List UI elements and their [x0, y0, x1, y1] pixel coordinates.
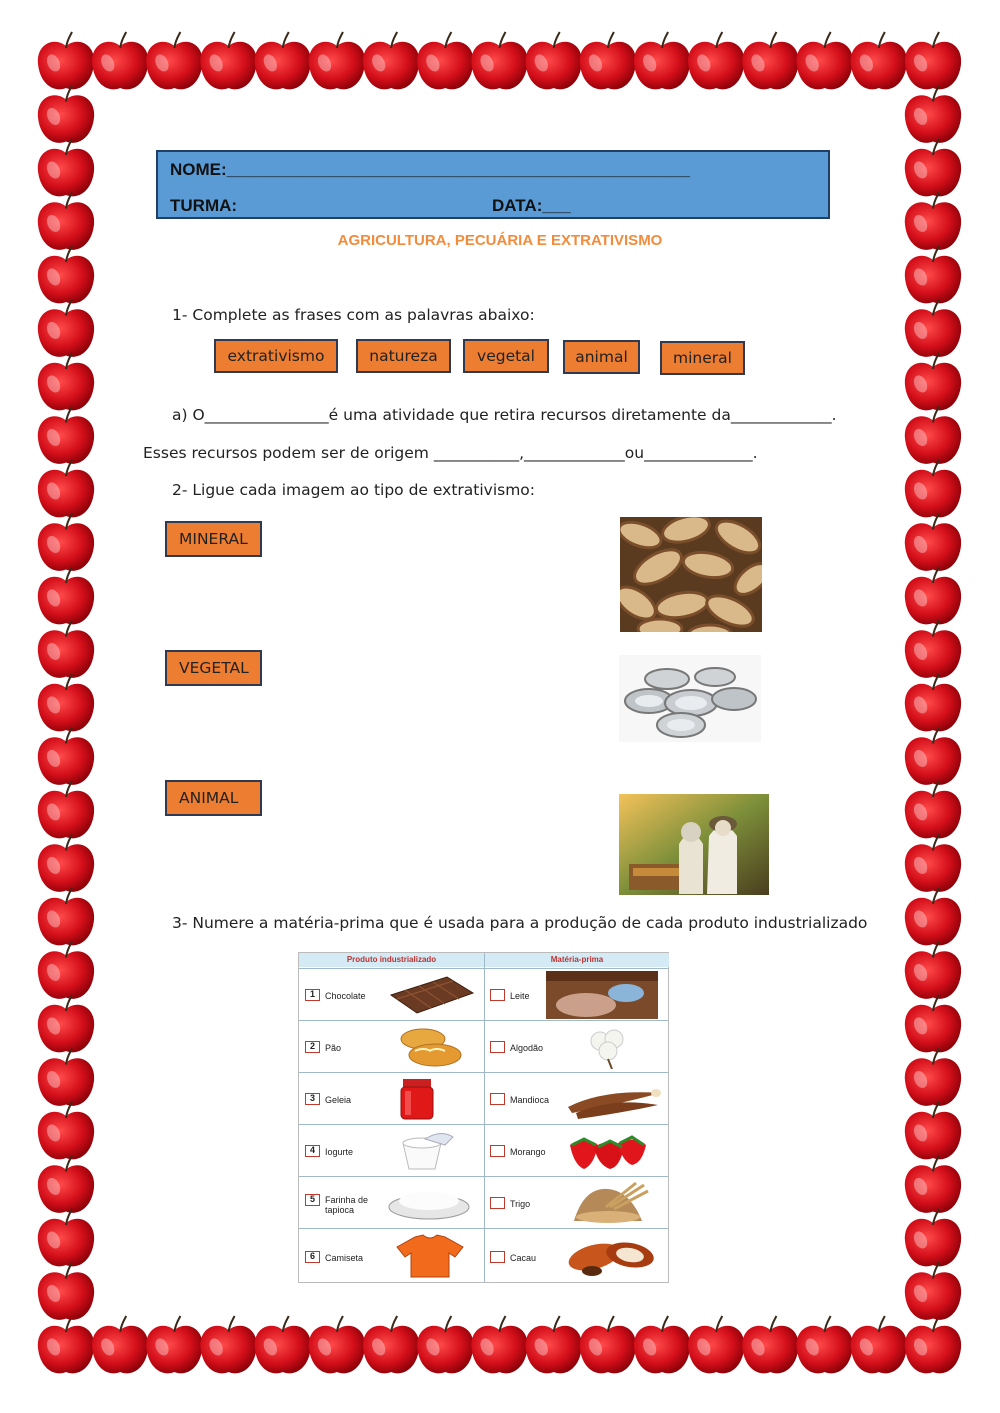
- apple-icon: [905, 1049, 961, 1106]
- product-raw-material-table: [298, 952, 669, 1283]
- product-row-5: [299, 1176, 484, 1228]
- word-chip[interactable]: vegetal: [463, 339, 549, 373]
- answer-box[interactable]: [490, 1197, 505, 1209]
- apple-icon: [38, 781, 94, 838]
- student-info-header: [156, 150, 830, 219]
- answer-box[interactable]: [490, 1145, 505, 1157]
- product-number: 4: [305, 1145, 320, 1157]
- tshirt-icon: [395, 1233, 465, 1279]
- beekeepers-image[interactable]: [619, 794, 769, 895]
- apple-icon: [688, 32, 744, 89]
- apple-icon: [38, 1156, 94, 1213]
- apple-icon: [796, 1316, 852, 1373]
- apple-icon: [471, 1316, 527, 1373]
- apple-icon: [526, 1316, 582, 1373]
- apple-icon: [905, 1102, 961, 1159]
- q3-instruction: 3- Numere a matéria-prima que é usada para a produção de cada produto industrializado: [172, 914, 868, 932]
- apple-icon: [905, 1156, 961, 1213]
- apple-icon: [580, 1316, 636, 1373]
- apple-icon: [742, 32, 798, 89]
- product-number: 3: [305, 1093, 320, 1105]
- apple-icon: [688, 1316, 744, 1373]
- q2-instruction: 2- Ligue cada imagem ao tipo de extrativismo:: [172, 481, 536, 499]
- apple-icon: [634, 32, 690, 89]
- answer-box[interactable]: [490, 1041, 505, 1053]
- aluminum-pots-image[interactable]: [619, 655, 761, 742]
- turma-field[interactable]: TURMA:: [170, 196, 238, 215]
- apple-icon: [38, 1316, 94, 1373]
- apple-icon: [38, 995, 94, 1052]
- apple-icon: [905, 300, 961, 357]
- answer-box[interactable]: [490, 1251, 505, 1263]
- apple-icon: [146, 1316, 202, 1373]
- raw-label: Trigo: [510, 1199, 531, 1209]
- word-chip[interactable]: mineral: [660, 341, 745, 375]
- raw-label: Mandioca: [510, 1095, 550, 1105]
- product-row-2: [299, 1020, 484, 1072]
- raw-row-3: [484, 1072, 668, 1124]
- brazil-nuts-image[interactable]: [620, 517, 762, 632]
- apple-icon: [851, 1316, 907, 1373]
- cassava-icon: [564, 1079, 664, 1119]
- apple-icon: [38, 888, 94, 945]
- tapioca-flour-icon: [387, 1185, 471, 1221]
- apple-icon: [38, 32, 94, 89]
- apple-icon: [417, 32, 473, 89]
- bread-icon: [395, 1025, 467, 1069]
- table-header-products: Produto industrializado: [299, 953, 484, 967]
- apple-icon: [38, 353, 94, 410]
- apple-icon: [905, 995, 961, 1052]
- apple-icon: [38, 728, 94, 785]
- raw-label: Cacau: [510, 1253, 537, 1263]
- apple-icon: [38, 1263, 94, 1320]
- apple-icon: [146, 32, 202, 89]
- product-label: Iogurte: [325, 1147, 354, 1157]
- apple-icon: [255, 32, 311, 89]
- word-chip[interactable]: natureza: [356, 339, 451, 373]
- type-box-vegetal[interactable]: VEGETAL: [165, 650, 262, 686]
- apple-icon: [905, 353, 961, 410]
- apple-icon: [92, 32, 148, 89]
- apple-icon: [905, 567, 961, 624]
- apple-icon: [38, 674, 94, 731]
- raw-label: Morango: [510, 1147, 546, 1157]
- product-number: 5: [305, 1194, 320, 1206]
- q1-sentence-b: Esses recursos podem ser de origem ___________,_____________ou______________.: [143, 444, 758, 462]
- apple-icon: [905, 139, 961, 196]
- apple-icon: [905, 514, 961, 571]
- apple-icon: [38, 86, 94, 143]
- apple-icon: [905, 1209, 961, 1266]
- apple-icon: [905, 460, 961, 517]
- apple-icon: [38, 460, 94, 517]
- q1-sentence-a: a) O________________é uma atividade que retira recursos diretamente da_____________.: [172, 406, 837, 424]
- type-box-animal[interactable]: ANIMAL: [165, 780, 262, 816]
- apple-icon: [38, 1102, 94, 1159]
- raw-row-1: [484, 968, 668, 1020]
- apple-icon: [471, 32, 527, 89]
- raw-label: Leite: [510, 991, 530, 1001]
- raw-label: Algodão: [510, 1043, 544, 1053]
- apple-icon: [796, 32, 852, 89]
- apple-icon: [200, 32, 256, 89]
- apple-icon: [905, 32, 961, 89]
- cacao-icon: [564, 1235, 660, 1279]
- type-box-mineral[interactable]: MINERAL: [165, 521, 262, 557]
- apple-icon: [905, 1316, 961, 1373]
- apple-icon: [905, 407, 961, 464]
- apple-icon: [742, 1316, 798, 1373]
- apple-icon: [905, 674, 961, 731]
- apple-icon: [905, 1263, 961, 1320]
- product-number: 2: [305, 1041, 320, 1053]
- milking-icon: [546, 971, 658, 1019]
- apple-icon: [363, 32, 419, 89]
- apple-icon: [905, 246, 961, 303]
- apple-icon: [634, 1316, 690, 1373]
- raw-row-4: [484, 1124, 668, 1176]
- apple-icon: [38, 300, 94, 357]
- jam-jar-icon: [397, 1077, 437, 1121]
- apple-icon: [417, 1316, 473, 1373]
- apple-icon: [905, 781, 961, 838]
- apple-icon: [38, 139, 94, 196]
- worksheet-title: AGRICULTURA, PECUÁRIA E EXTRATIVISMO: [337, 232, 663, 249]
- raw-row-2: [484, 1020, 668, 1072]
- table-header-raw-materials: Matéria-prima: [484, 953, 669, 967]
- chocolate-icon: [387, 975, 475, 1015]
- answer-box[interactable]: [490, 989, 505, 1001]
- apple-icon: [38, 567, 94, 624]
- word-chip[interactable]: animal: [563, 340, 640, 374]
- answer-box[interactable]: [490, 1093, 505, 1105]
- word-chip[interactable]: extrativismo: [214, 339, 338, 373]
- apple-icon: [309, 32, 365, 89]
- cotton-icon: [582, 1025, 632, 1069]
- apple-icon: [851, 32, 907, 89]
- apple-icon: [309, 1316, 365, 1373]
- product-number: 6: [305, 1251, 320, 1263]
- apple-icon: [38, 1209, 94, 1266]
- yogurt-icon: [395, 1129, 457, 1173]
- product-label: Pão: [325, 1043, 342, 1053]
- wheat-icon: [564, 1181, 652, 1225]
- apple-icon: [905, 835, 961, 892]
- apple-icon: [905, 942, 961, 999]
- apple-icon: [905, 86, 961, 143]
- apple-icon: [38, 1049, 94, 1106]
- apple-icon: [38, 514, 94, 571]
- raw-row-6: [484, 1228, 668, 1282]
- product-label: Camiseta: [325, 1253, 364, 1263]
- product-label: Farinha de tapioca: [325, 1195, 369, 1215]
- date-field[interactable]: DATA:___: [492, 196, 571, 215]
- name-field[interactable]: NOME:_________________________________________________: [170, 160, 690, 179]
- apple-icon: [38, 407, 94, 464]
- apple-icon: [92, 1316, 148, 1373]
- product-label: Chocolate: [325, 991, 366, 1001]
- apple-icon: [905, 728, 961, 785]
- apple-icon: [526, 32, 582, 89]
- apple-icon: [38, 621, 94, 678]
- product-row-1: [299, 968, 484, 1020]
- product-row-3: [299, 1072, 484, 1124]
- apple-icon: [38, 942, 94, 999]
- apple-icon: [255, 1316, 311, 1373]
- raw-row-5: [484, 1176, 668, 1228]
- product-label: Geleia: [325, 1095, 352, 1105]
- q1-instruction: 1- Complete as frases com as palavras abaixo:: [172, 306, 535, 324]
- apple-icon: [38, 835, 94, 892]
- product-number: 1: [305, 989, 320, 1001]
- apple-icon: [905, 888, 961, 945]
- strawberry-icon: [564, 1131, 650, 1171]
- product-row-6: [299, 1228, 484, 1282]
- apple-icon: [200, 1316, 256, 1373]
- product-row-4: [299, 1124, 484, 1176]
- apple-icon: [38, 246, 94, 303]
- apple-icon: [905, 621, 961, 678]
- apple-icon: [580, 32, 636, 89]
- apple-icon: [363, 1316, 419, 1373]
